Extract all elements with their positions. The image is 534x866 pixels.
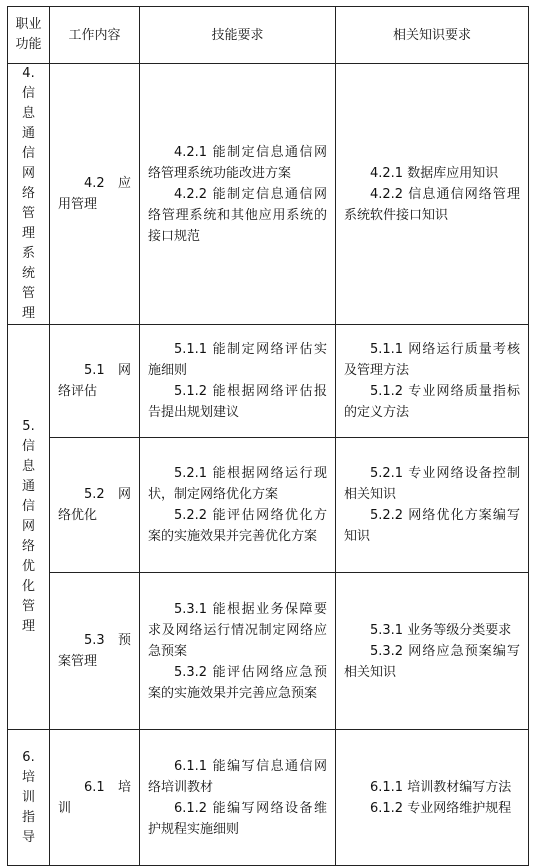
work-content-text: 6.1 培训 <box>58 779 131 816</box>
knowledge-item: 5.2.2 网络优化方案编写知识 <box>344 508 520 544</box>
occupational-area-cell <box>8 325 50 730</box>
table-row <box>8 325 529 438</box>
skill-requirements-cell <box>140 438 336 573</box>
skill-item: 5.2.1 能根据网络运行现状，制定网络优化方案 <box>148 466 327 502</box>
knowledge-item: 4.2.2 信息通信网络管理系统软件接口知识 <box>344 186 520 223</box>
work-content-text: 5.2 网络优化 <box>58 487 131 523</box>
skill-item: 5.3.1 能根据业务保障要求及网络运行情况制定网络应急预案 <box>148 601 327 659</box>
work-content-text: 5.3 预案管理 <box>58 633 131 669</box>
knowledge-item: 4.2.1 数据库应用知识 <box>370 165 499 181</box>
work-content-cell <box>50 573 140 730</box>
area-number: 6. <box>22 749 35 765</box>
related-knowledge-cell <box>336 325 529 438</box>
work-content-text: 4.2 应用管理 <box>58 176 131 212</box>
header-occupational-area: 职业功能 <box>8 7 50 64</box>
occupational-area-cell <box>8 730 50 866</box>
table-row <box>8 438 529 573</box>
skill-requirements-cell <box>140 730 336 866</box>
occupational-area-cell <box>8 64 50 325</box>
knowledge-item: 5.2.1 专业网络设备控制相关知识 <box>344 466 520 502</box>
table-row <box>8 64 529 325</box>
skill-item: 5.3.2 能评估网络应急预案的实施效果并完善应急预案 <box>148 664 327 701</box>
header-work-content: 工作内容 <box>50 7 140 64</box>
area-title: 信息通信网络管理系统管理 <box>21 86 35 321</box>
knowledge-item: 5.3.2 网络应急预案编写相关知识 <box>344 643 520 680</box>
work-content-cell <box>50 438 140 573</box>
skill-item: 5.2.2 能评估网络优化方案的实施效果并完善优化方案 <box>148 508 327 544</box>
header-skill-requirements: 技能要求 <box>140 7 336 64</box>
skill-item: 4.2.1 能制定信息通信网络管理系统功能改进方案 <box>148 144 327 181</box>
skill-item: 4.2.2 能制定信息通信网络管理系统和其他应用系统的接口规范 <box>148 186 327 244</box>
knowledge-item: 6.1.2 专业网络维护规程 <box>370 800 512 816</box>
knowledge-item: 5.1.2 专业网络质量指标的定义方法 <box>344 384 520 420</box>
work-content-cell <box>50 730 140 866</box>
knowledge-item: 6.1.1 培训教材编写方法 <box>370 779 512 795</box>
table-header-row <box>8 7 529 64</box>
knowledge-item: 5.3.1 业务等级分类要求 <box>370 622 512 638</box>
skill-item: 5.1.1 能制定网络评估实施细则 <box>148 342 327 378</box>
related-knowledge-cell <box>336 730 529 866</box>
table-row <box>8 730 529 866</box>
work-content-text: 5.1 网络评估 <box>58 363 131 399</box>
work-content-cell <box>50 325 140 438</box>
skill-item: 6.1.2 能编写网络设备维护规程实施细则 <box>148 800 327 837</box>
area-number: 5. <box>22 419 35 434</box>
related-knowledge-cell <box>336 438 529 573</box>
skill-requirements-cell <box>140 64 336 325</box>
related-knowledge-cell <box>336 573 529 730</box>
area-number: 4. <box>22 66 35 81</box>
header-related-knowledge: 相关知识要求 <box>336 7 529 64</box>
skill-item: 5.1.2 能根据网络评估报告提出规划建议 <box>148 384 327 420</box>
skill-requirements-cell <box>140 573 336 730</box>
related-knowledge-cell <box>336 64 529 325</box>
area-title: 培训指导 <box>21 769 35 845</box>
work-content-cell <box>50 64 140 325</box>
skill-item: 6.1.1 能编写信息通信网络培训教材 <box>148 758 327 795</box>
skill-requirements-cell <box>140 325 336 438</box>
area-title: 信息通信网络优化管理 <box>21 439 35 634</box>
table-row <box>8 573 529 730</box>
knowledge-item: 5.1.1 网络运行质量考核及管理方法 <box>344 342 520 378</box>
skills-requirements-table <box>7 6 529 866</box>
